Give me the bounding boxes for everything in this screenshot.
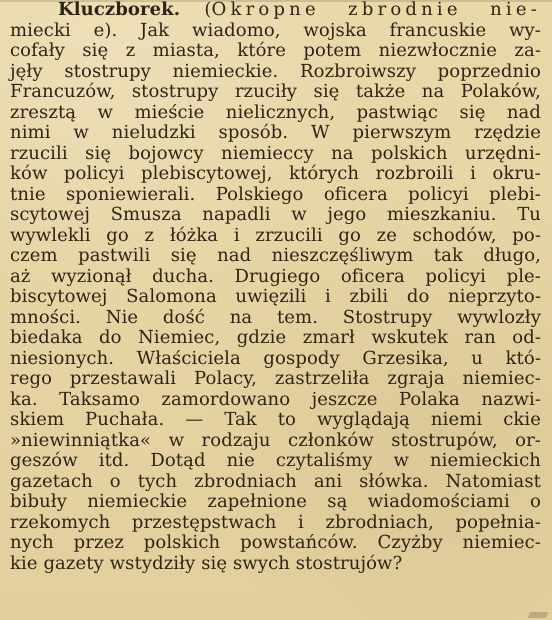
article-line-1 [10, 0, 541, 21]
article-line-14: aż wyzionął ducha. Drugiego oficera policyi ple- [10, 265, 541, 287]
article-line-21: skiem Puchała. — Tak to wyglądają niemi ckie [10, 409, 541, 430]
article-line-17: biedaka do Niemiec, gdzie zmarł wskutek ran od- [10, 327, 541, 348]
article-line-6: zresztą w mieście nielicznych, pastwiąc się nad [10, 101, 541, 123]
article-line-20: ka. Taksamo zamordowano jeszcze Polaka nazwi- [10, 388, 541, 410]
article-line-18: niesionych. Właściciela gospody Grzesika, u któ- [10, 347, 541, 369]
article-line-15: biscytowej Salomona uwięzili i zbili do nieprzyto- [10, 286, 541, 307]
article-line-10: tnie sponiewierali. Polskiego oficera policyi plebi- [10, 183, 541, 205]
article-line-3: cofały się z miasta, które potem niezwłocznie za- [10, 40, 541, 61]
article-line-7: nimi w nieludzki sposób. W pierwszym rzędzie [10, 122, 541, 143]
article-line-13: czem pastwili się nad nieszczęśliwym tak długo, [10, 245, 541, 266]
article-line-9: ków policyi plebiscytowej, których rozbroili i okru- [10, 163, 541, 184]
article-line-16: mności. Nie dość na tem. Stostrupy wywlozły [10, 306, 541, 328]
article-line-4: jęły stostrupy niemieckie. Rozbroiwszy poprzednio [10, 60, 541, 82]
article-line-25: bibuły niemieckie zapełnione są wiadomościami o [10, 491, 541, 512]
article-line-11: scytowej Smusza napadli w jego mieszkaniu. Tu [10, 204, 541, 225]
bottom-right-paper-damage [528, 612, 548, 618]
article-line-26: rzekomych przestępstwach i zbrodniach, popełnia- [10, 511, 541, 533]
news-article [10, 0, 541, 574]
article-line-27: nych przez polskich powstańców. Czyżby niemiec- [10, 532, 541, 553]
article-line-23: geszów itd. Dotąd nie czytaliśmy w niemieckich [10, 450, 541, 471]
article-line-12: wywlekli go z łóżka i zrzucili go ze schodów, po- [10, 224, 541, 246]
article-line-19: rego przestawali Polacy, zastrzeliła zgraja niemiec- [10, 368, 541, 389]
article-line-24: gazetach o tych zbrodniach ani słówka. Natomiast [10, 470, 541, 492]
article-line-8: rzucili się bojowcy niemieccy na polskich urzędni- [10, 142, 541, 164]
article-line-5: Francuzów, stostrupy rzuciły się także na Polaków, [10, 81, 541, 102]
article-line-2: miecki e). Jak wiadomo, wojska francuskie wy- [10, 19, 541, 41]
article-line-22: »niewinniątka« w rodzaju członków stostrupów, or- [10, 429, 541, 451]
article-line-28: kie gazety wstydziły się swych stostrujów? [10, 552, 403, 574]
headline-open-parenthesis: ( [204, 0, 212, 20]
headline-place: Kluczborek. [58, 0, 181, 20]
headline-spaced-text: Okropne zbrodnie nie- [211, 0, 541, 20]
